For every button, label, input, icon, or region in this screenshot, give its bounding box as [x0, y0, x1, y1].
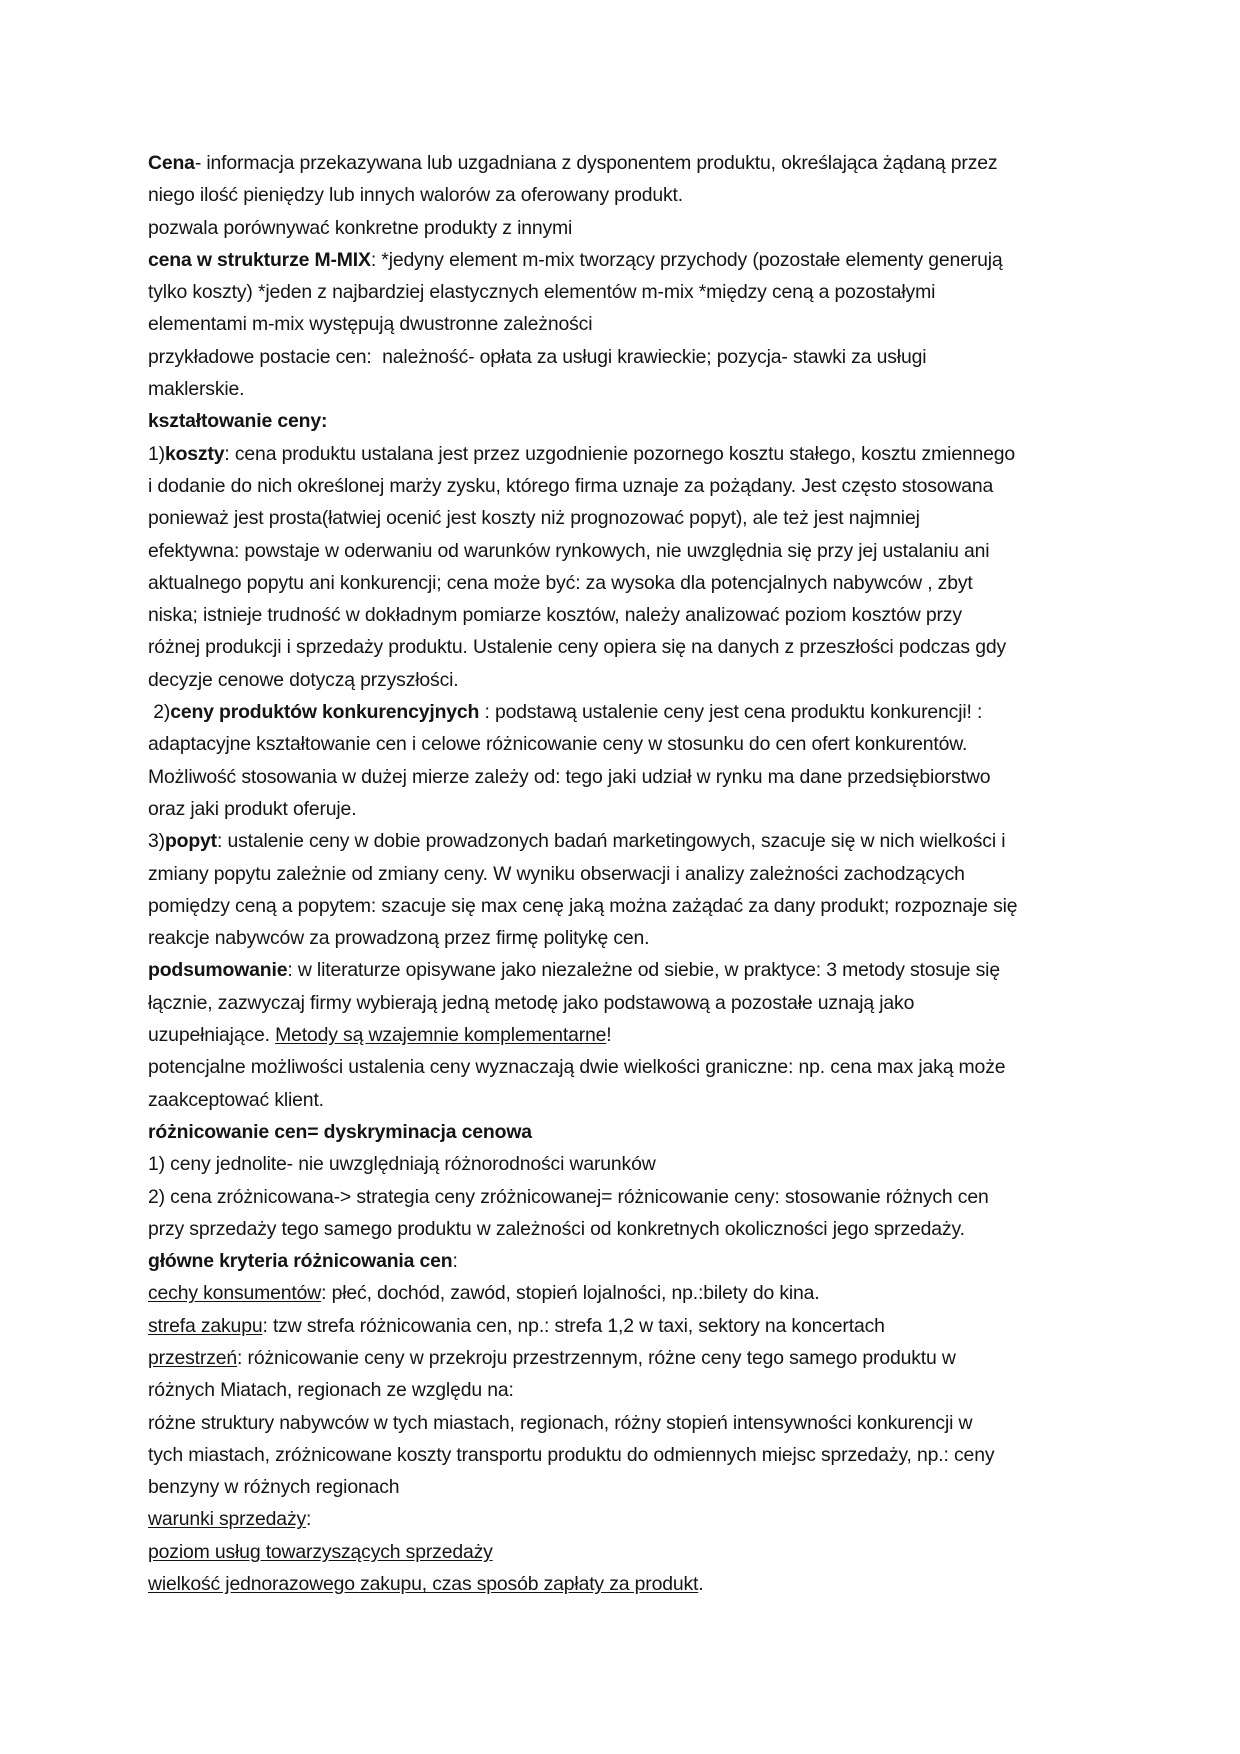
bold-term: koszty — [164, 442, 225, 465]
text-span: reakcje nabywców za prowadzoną przez firmę politykę cen. — [148, 927, 650, 950]
text-line — [148, 1148, 1120, 1180]
underlined-term: cechy konsumentów — [148, 1282, 322, 1305]
text-line — [148, 308, 1120, 340]
bold-term: ceny produktów konkurencyjnych — [170, 701, 480, 724]
text-span: Możliwość stosowania w dużej mierze zależy od: tego jaki udział w rynku ma dane przedsiębiorstwo — [148, 765, 991, 788]
text-line — [148, 599, 1120, 631]
text-span: tych miastach, zróżnicowane koszty transportu produktu do odmiennych miejsc sprzedaży, np.: ceny — [148, 1443, 995, 1466]
text-line — [148, 502, 1120, 534]
bold-term: kształtowanie ceny: — [148, 410, 328, 433]
text-span: różne struktury nabywców w tych miastach, regionach, różny stopień intensywności konkurencji w — [148, 1411, 973, 1434]
text-line — [148, 1116, 1120, 1148]
text-line — [148, 696, 1120, 728]
text-line — [148, 1536, 1120, 1568]
text-span: : płeć, dochód, zawód, stopień lojalności, np.:bilety do kina. — [321, 1282, 820, 1305]
text-line — [148, 1019, 1120, 1051]
text-line — [148, 631, 1120, 663]
text-line — [148, 825, 1120, 857]
text-line — [148, 1439, 1120, 1471]
text-line — [148, 470, 1120, 502]
bold-term: główne kryteria różnicowania cen — [148, 1250, 453, 1273]
text-line — [148, 1342, 1120, 1374]
text-span: oraz jaki produkt oferuje. — [148, 797, 357, 820]
text-line — [148, 793, 1120, 825]
text-line — [148, 890, 1120, 922]
bold-term: popyt — [164, 830, 217, 853]
text-line — [148, 1213, 1120, 1245]
text-span: : tzw strefa różnicowania cen, np.: strefa 1,2 w taxi, sektory na koncertach — [262, 1314, 885, 1337]
text-span: różnych Miatach, regionach ze względu na: — [148, 1379, 514, 1402]
text-span: adaptacyjne kształtowanie cen i celowe różnicowanie ceny w stosunku do cen ofert konkurentów. — [148, 733, 968, 756]
text-line — [148, 405, 1120, 437]
text-line — [148, 244, 1120, 276]
underlined-term: przestrzeń — [148, 1346, 238, 1369]
text-span: i dodanie do nich określonej marży zysku, którego firma uznaje za pożądany. Jest często stosowana — [148, 474, 994, 497]
underlined-term: warunki sprzedaży — [148, 1508, 307, 1531]
text-span: elementami m-mix występują dwustronne zależności — [148, 313, 593, 336]
text-line — [148, 1181, 1120, 1213]
bold-term: cena w strukturze M-MIX — [148, 248, 371, 271]
text-line — [148, 664, 1120, 696]
underlined-term: strefa zakupu — [148, 1314, 263, 1337]
text-span: uzupełniające. — [148, 1024, 276, 1047]
text-line — [148, 922, 1120, 954]
text-span: niska; istnieje trudność w dokładnym pomiarze kosztów, należy analizować poziom kosztów przy — [148, 604, 962, 627]
text-line — [148, 438, 1120, 470]
text-span: : ustalenie ceny w dobie prowadzonych badań marketingowych, szacuje się w nich wielkości i — [216, 830, 1006, 853]
text-line — [148, 212, 1120, 244]
text-span: ! — [606, 1024, 612, 1047]
text-line — [148, 341, 1120, 373]
text-span: maklerskie. — [148, 378, 245, 401]
text-span: benzyny w różnych regionach — [148, 1476, 400, 1499]
underlined-term: wielkość jednorazowego zakupu, czas sposób zapłaty za produkt — [148, 1573, 699, 1596]
text-line — [148, 1503, 1120, 1535]
text-span: 1) ceny jednolite- nie uwzględniają różnorodności warunków — [148, 1153, 656, 1176]
text-span: : podstawą ustalenie ceny jest cena produktu konkurencji! : — [479, 701, 983, 724]
text-span: - informacja przekazywana lub uzgadniana z dysponentem produktu, określająca żądaną przez — [194, 152, 998, 174]
text-line — [148, 1471, 1120, 1503]
text-span: różnej produkcji i sprzedaży produktu. Ustalenie ceny opiera się na danych z przeszłości podczas gdy — [148, 636, 1007, 659]
text-line — [148, 179, 1120, 211]
text-span: potencjalne możliwości ustalenia ceny wyznaczają dwie wielkości graniczne: np. cena max jaką może — [148, 1056, 1006, 1079]
text-span: : — [452, 1250, 458, 1273]
text-span: : *jedyny element m-mix tworzący przychody (pozostałe elementy generują — [370, 248, 1003, 271]
text-line — [148, 1568, 1120, 1600]
underlined-term: poziom usług towarzyszących sprzedaży — [148, 1540, 493, 1563]
text-span: zmiany popytu zależnie od zmiany ceny. W wyniku obserwacji i analizy zależności zachodzących — [148, 862, 965, 885]
text-span: efektywna: powstaje w oderwaniu od warunków rynkowych, nie uwzględnia się przy jej ustalaniu ani — [148, 539, 990, 562]
text-line — [148, 1084, 1120, 1116]
text-span: 3) — [148, 830, 165, 853]
text-line — [148, 728, 1120, 760]
text-line — [148, 954, 1120, 986]
text-line — [148, 147, 1120, 179]
text-span: 2) — [148, 701, 171, 724]
text-line — [148, 276, 1120, 308]
text-line — [148, 858, 1120, 890]
text-line — [148, 1277, 1120, 1309]
text-span: : — [306, 1508, 312, 1531]
text-line — [148, 567, 1120, 599]
text-span: : różnicowanie ceny w przekroju przestrzennym, różne ceny tego samego produktu w — [237, 1346, 956, 1369]
text-span: niego ilość pieniędzy lub innych walorów za oferowany produkt. — [148, 184, 684, 207]
text-line — [148, 1374, 1120, 1406]
text-span: : cena produktu ustalana jest przez uzgodnienie pozornego kosztu stałego, kosztu zmiennego — [224, 442, 1016, 465]
text-span: . — [698, 1573, 704, 1596]
text-span: ponieważ jest prosta(łatwiej ocenić jest koszty niż prognozować popyt), ale też jest najmniej — [148, 507, 920, 530]
text-span: : w literaturze opisywane jako niezależne od siebie, w praktyce: 3 metody stosuje się — [287, 959, 1000, 982]
text-line — [148, 1245, 1120, 1277]
bold-term: różnicowanie cen= dyskryminacja cenowa — [148, 1120, 532, 1143]
text-span: 1) — [148, 442, 165, 465]
text-span: 2) cena zróżnicowana-> strategia ceny zróżnicowanej= różnicowanie ceny: stosowanie różnych cen — [148, 1185, 989, 1208]
text-line — [148, 1310, 1120, 1342]
text-span: łącznie, zazwyczaj firmy wybierają jedną metodę jako podstawową a pozostałe uznają jako — [148, 991, 915, 1014]
text-line — [148, 1407, 1120, 1439]
text-span: zaakceptować klient. — [148, 1088, 324, 1111]
text-line — [148, 987, 1120, 1019]
text-span: tylko koszty) *jeden z najbardziej elastycznych elementów m-mix *między ceną a pozostałymi — [148, 281, 936, 304]
text-span: pozwala porównywać konkretne produkty z innymi — [148, 216, 573, 239]
text-line — [148, 1051, 1120, 1083]
text-span: decyzje cenowe dotyczą przyszłości. — [148, 668, 459, 691]
text-line — [148, 761, 1120, 793]
text-line — [148, 373, 1120, 405]
underlined-term: Metody są wzajemnie komplementarne — [275, 1024, 607, 1047]
text-line — [148, 535, 1120, 567]
text-span: aktualnego popytu ani konkurencji; cena może być: za wysoka dla potencjalnych nabywców , zbyt — [148, 571, 973, 594]
bold-term: podsumowanie — [148, 959, 288, 982]
text-span: pomiędzy ceną a popytem: szacuje się max cenę jaką można zażądać za dany produkt; rozpoznaje się — [148, 894, 1018, 917]
text-span: przykładowe postacie cen: należność- opłata za usługi krawieckie; pozycja- stawki za usługi — [148, 345, 927, 368]
text-span: przy sprzedaży tego samego produktu w zależności od konkretnych okoliczności jego sprzedaży. — [148, 1217, 965, 1240]
bold-term: Cena — [148, 152, 195, 174]
